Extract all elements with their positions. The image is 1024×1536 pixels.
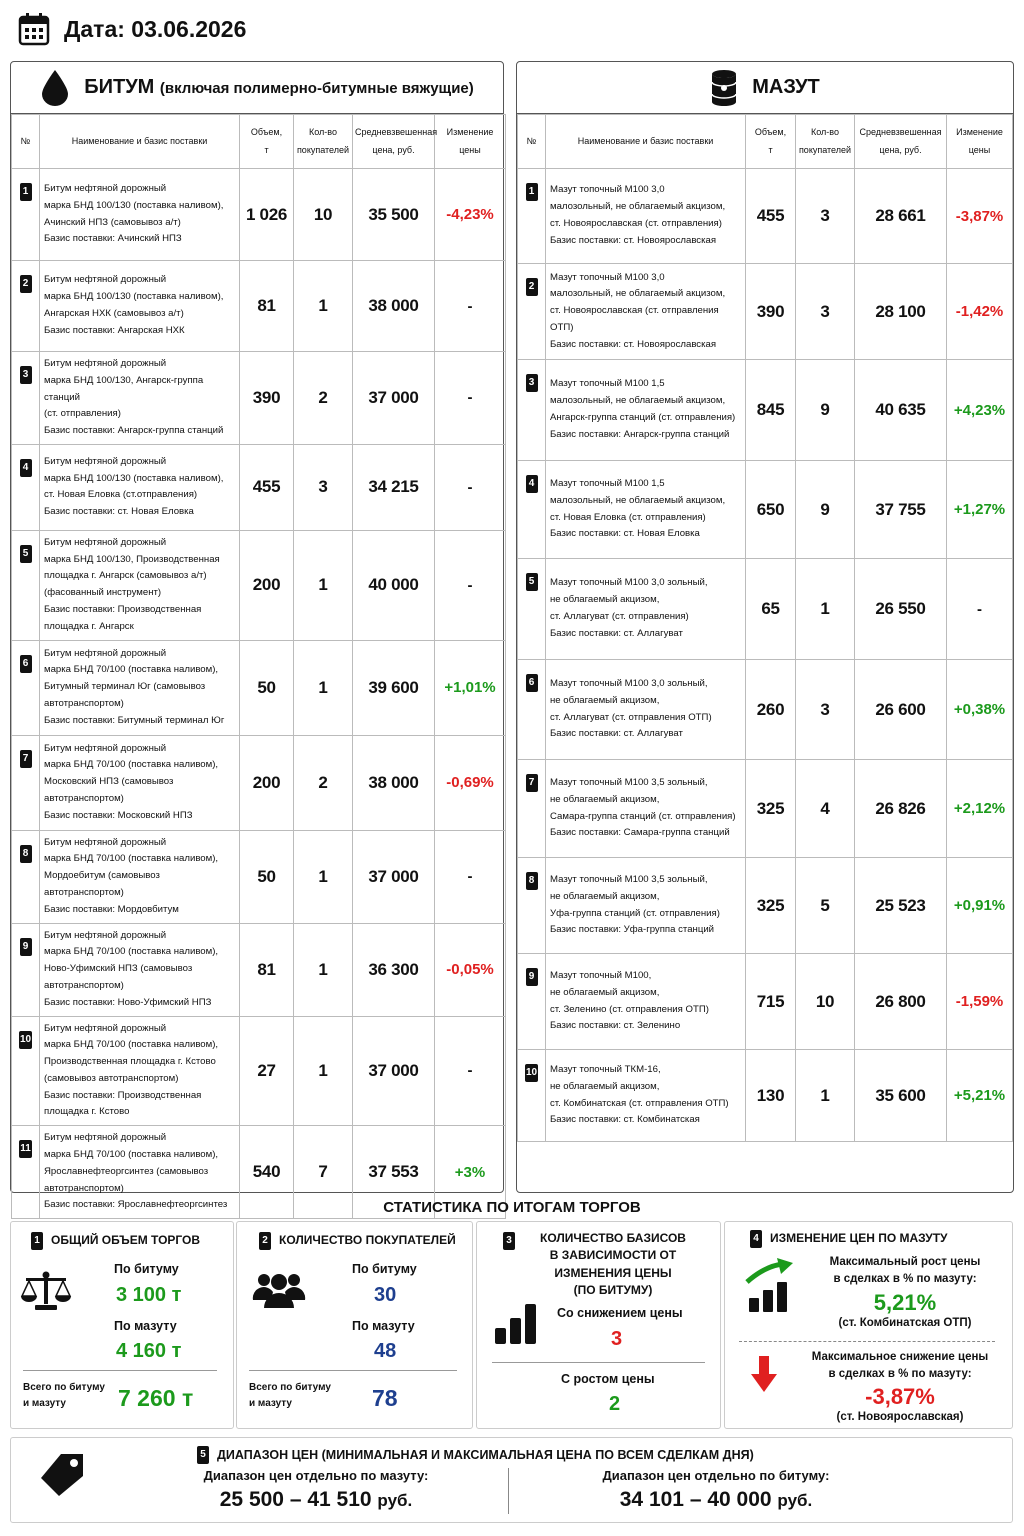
row-price: 38 000 <box>353 261 435 352</box>
row-number <box>518 169 546 264</box>
table-row <box>12 169 506 261</box>
max-down-label: Максимальное снижение цены в сделках в % по мазуту: <box>811 1351 989 1380</box>
bitum-range-label: Диапазон цен отдельно по битуму: <box>602 1468 830 1483</box>
row-number-badge: 9 <box>526 968 538 986</box>
total-buyers-value: 78 <box>372 1385 398 1411</box>
bitum-range-value: 34 101 – 40 000 <box>619 1488 772 1511</box>
row-number <box>12 352 40 445</box>
oil-drop-icon <box>40 69 70 107</box>
up-bases-value: 2 <box>609 1393 621 1415</box>
bitum-buyers-value: 30 <box>374 1284 397 1306</box>
row-change: - <box>435 352 506 445</box>
row-number-badge: 9 <box>20 938 32 956</box>
row-change: -0,05% <box>435 923 506 1016</box>
row-price: 36 300 <box>353 923 435 1016</box>
mazut-range-unit: руб. <box>377 1491 413 1510</box>
row-change: +4,23% <box>947 360 1013 461</box>
row-buyers: 1 <box>294 640 353 735</box>
row-volume: 325 <box>746 858 796 954</box>
row-change: +2,12% <box>947 760 1013 858</box>
row-price: 37 755 <box>855 461 947 559</box>
bitum-panel <box>10 61 504 1211</box>
col-buyers: Кол-во покупателей <box>796 115 855 169</box>
mazut-title: МАЗУТ <box>752 76 820 98</box>
row-name: Мазут топочный М100 3,0 малозольный, не облагаемый акцизом, ст. Новоярославская (ст. отправления) Базис поставки: ст. Новоярославская <box>546 169 746 264</box>
row-change: +1,27% <box>947 461 1013 559</box>
row-number <box>518 1050 546 1142</box>
scales-icon <box>21 1270 71 1312</box>
row-price: 26 826 <box>855 760 947 858</box>
card-title: ОБЩИЙ ОБЪЕМ ТОРГОВ <box>51 1233 201 1247</box>
trend-up-icon <box>745 1258 795 1314</box>
row-buyers: 3 <box>796 169 855 264</box>
row-change: +0,38% <box>947 660 1013 760</box>
row-name: Битум нефтяной дорожный марка БНД 70/100 (поставка наливом), Московский НПЗ (самовывоз автотранспортом) Базис поставки: Московский НПЗ <box>40 735 240 830</box>
stats-volume-card <box>10 1221 234 1429</box>
row-change: -0,69% <box>435 735 506 830</box>
mazut-panel <box>516 61 1014 1193</box>
row-price: 37 000 <box>353 352 435 445</box>
page-title: Дата: 03.06.2026 <box>64 15 247 42</box>
row-volume: 325 <box>746 760 796 858</box>
row-number <box>12 169 40 261</box>
col-num: № <box>518 115 546 169</box>
row-volume: 50 <box>240 830 294 923</box>
row-price: 39 600 <box>353 640 435 735</box>
col-change: Изменение цены <box>947 115 1013 169</box>
arrow-down-icon <box>751 1356 777 1392</box>
calendar-icon <box>18 12 50 46</box>
row-price: 25 523 <box>855 858 947 954</box>
col-volume: Объем, т <box>240 115 294 169</box>
row-volume: 540 <box>240 1126 294 1219</box>
bitum-table-header <box>12 115 506 169</box>
row-name: Битум нефтяной дорожный марка БНД 100/130 (поставка наливом), Ачинский НПЗ (самовывоз а/т) Базис поставки: Ачинский НПЗ <box>40 169 240 261</box>
col-price: Средневзвешенная цена, руб. <box>855 115 947 169</box>
bitum-table <box>11 114 506 1219</box>
stats-bases-card <box>476 1221 721 1429</box>
row-number <box>12 530 40 640</box>
row-number <box>518 954 546 1050</box>
table-row <box>12 1016 506 1126</box>
table-row <box>12 640 506 735</box>
row-number-badge: 4 <box>20 459 32 477</box>
row-name: Битум нефтяной дорожный марка БНД 70/100 (поставка наливом), Ново-Уфимский НПЗ (самовывоз автотранспортом) Базис поставки: Ново-Уфимский НПЗ <box>40 923 240 1016</box>
row-change: - <box>435 261 506 352</box>
row-number <box>12 640 40 735</box>
row-number-badge: 5 <box>526 573 538 591</box>
row-buyers: 9 <box>796 360 855 461</box>
row-number <box>518 559 546 660</box>
table-row <box>518 858 1013 954</box>
header <box>18 12 246 46</box>
badge: 4 <box>750 1230 762 1248</box>
row-price: 35 500 <box>353 169 435 261</box>
row-change: - <box>435 830 506 923</box>
row-volume: 81 <box>240 923 294 1016</box>
row-number-badge: 2 <box>20 275 32 293</box>
row-number <box>12 444 40 530</box>
up-bases-label: С ростом цены <box>561 1372 655 1386</box>
row-name: Мазут топочный ТКМ-16, не облагаемый акцизом, ст. Комбинатская (ст. отправления ОТП) Базис поставки: ст. Комбинатская <box>546 1050 746 1142</box>
row-name: Битум нефтяной дорожный марка БНД 100/130 (поставка наливом), Ангарская НХК (самовывоз а/т) Базис поставки: Ангарская НХК <box>40 261 240 352</box>
row-change: +3% <box>435 1126 506 1219</box>
row-number <box>12 1016 40 1126</box>
total-volume-label: Всего по битуму и мазуту <box>23 1382 105 1409</box>
row-number-badge: 11 <box>19 1140 32 1158</box>
row-buyers: 4 <box>796 760 855 858</box>
row-volume: 260 <box>746 660 796 760</box>
row-buyers: 1 <box>294 1016 353 1126</box>
card-title: КОЛИЧЕСТВО ПОКУПАТЕЛЕЙ <box>279 1233 456 1247</box>
bitum-range-unit: руб. <box>777 1491 813 1510</box>
total-buyers-label: Всего по битуму и мазуту <box>249 1382 331 1409</box>
row-volume: 200 <box>240 735 294 830</box>
row-change: -1,42% <box>947 264 1013 360</box>
row-buyers: 3 <box>294 444 353 530</box>
col-name: Наименование и базис поставки <box>40 115 240 169</box>
row-number <box>518 360 546 461</box>
row-price: 35 600 <box>855 1050 947 1142</box>
row-name: Битум нефтяной дорожный марка БНД 70/100 (поставка наливом), Производственная площадка г. Кстово (самовывоз автотранспортом) Базис поставки: Производственная площадка г. Кстово <box>40 1016 240 1126</box>
table-row <box>518 660 1013 760</box>
table-row <box>518 559 1013 660</box>
row-name: Битум нефтяной дорожный марка БНД 70/100 (поставка наливом), Мордоебитум (самовывоз автотранспортом) Базис поставки: Мордовбитум <box>40 830 240 923</box>
row-name: Мазут топочный М100 1,5 малозольный, не облагаемый акцизом, Ангарск-группа станций (ст. отправления) Базис поставки: Ангарск-группа станций <box>546 360 746 461</box>
row-price: 40 000 <box>353 530 435 640</box>
table-row <box>12 830 506 923</box>
row-price: 28 100 <box>855 264 947 360</box>
row-name: Мазут топочный М100 3,0 малозольный, не облагаемый акцизом, ст. Новоярославская (ст. отправления ОТП) Базис поставки: ст. Новоярославская <box>546 264 746 360</box>
row-number <box>518 760 546 858</box>
down-bases-value: 3 <box>611 1328 623 1350</box>
row-buyers: 1 <box>796 1050 855 1142</box>
table-row <box>12 530 506 640</box>
row-number-badge: 8 <box>20 845 32 863</box>
people-icon <box>253 1270 305 1310</box>
row-volume: 650 <box>746 461 796 559</box>
row-volume: 200 <box>240 530 294 640</box>
bitum-subtitle: (включая полимерно-битумные вяжущие) <box>159 80 474 97</box>
row-price: 28 661 <box>855 169 947 264</box>
row-change: - <box>435 1016 506 1126</box>
row-buyers: 5 <box>796 858 855 954</box>
row-change: +5,21% <box>947 1050 1013 1142</box>
row-price: 26 800 <box>855 954 947 1050</box>
row-buyers: 10 <box>294 169 353 261</box>
row-number <box>518 461 546 559</box>
row-change: +1,01% <box>435 640 506 735</box>
row-name: Битум нефтяной дорожный марка БНД 70/100 (поставка наливом), Битумный терминал Юг (самовывоз автотранспортом) Базис поставки: Битумный терминал Юг <box>40 640 240 735</box>
table-row <box>12 923 506 1016</box>
row-number-badge: 6 <box>526 674 538 692</box>
price-tag-icon <box>39 1452 85 1498</box>
row-number-badge: 2 <box>526 278 538 296</box>
row-number-badge: 7 <box>526 774 538 792</box>
row-number-badge: 3 <box>20 366 32 384</box>
mazut-table-header <box>518 115 1013 169</box>
row-buyers: 2 <box>294 352 353 445</box>
row-volume: 81 <box>240 261 294 352</box>
max-up-value: 5,21% <box>873 1290 937 1315</box>
row-volume: 65 <box>746 559 796 660</box>
row-buyers: 9 <box>796 461 855 559</box>
card-title: КОЛИЧЕСТВО БАЗИСОВ В ЗАВИСИМОСТИ ОТ ИЗМЕНЕНИЯ ЦЕНЫ (ПО БИТУМУ) <box>540 1231 686 1298</box>
row-buyers: 10 <box>796 954 855 1050</box>
row-name: Мазут топочный М100 1,5 малозольный, не облагаемый акцизом, ст. Новая Еловка (ст. отправления) Базис поставки: ст. Новая Еловка <box>546 461 746 559</box>
max-up-station: (ст. Комбинатская ОТП) <box>838 1317 972 1329</box>
bitum-buyers-label: По битуму <box>352 1262 417 1276</box>
mazut-range-value: 25 500 – 41 510 <box>219 1488 372 1511</box>
bitum-volume-label: По битуму <box>114 1262 179 1276</box>
row-number-badge: 3 <box>526 374 538 392</box>
table-row <box>12 352 506 445</box>
row-name: Битум нефтяной дорожный марка БНД 100/130, Производственная площадка г. Ангарск (самовывоз а/т) (фасованный инструмент) Базис поставки: Производственная площадка г. Ангарск <box>40 530 240 640</box>
mazut-table <box>517 114 1013 1142</box>
table-row <box>518 1050 1013 1142</box>
row-price: 37 553 <box>353 1126 435 1219</box>
mazut-buyers-value: 48 <box>374 1340 397 1362</box>
row-price: 37 000 <box>353 830 435 923</box>
col-change: Изменение цены <box>435 115 506 169</box>
row-name: Мазут топочный М100 3,5 зольный, не облагаемый акцизом, Самара-группа станций (ст. отправления) Базис поставки: Самара-группа станций <box>546 760 746 858</box>
badge: 1 <box>31 1232 43 1250</box>
row-buyers: 3 <box>796 660 855 760</box>
row-number-badge: 1 <box>20 183 32 201</box>
row-volume: 1 026 <box>240 169 294 261</box>
row-number-badge: 1 <box>526 183 538 201</box>
row-number <box>12 735 40 830</box>
badge: 3 <box>503 1232 515 1250</box>
price-range-card <box>10 1437 1013 1523</box>
row-name: Мазут топочный М100 3,0 зольный, не облагаемый акцизом, ст. Аллагуват (ст. отправления ОТП) Базис поставки: ст. Аллагуват <box>546 660 746 760</box>
row-number-badge: 10 <box>525 1064 538 1082</box>
row-number-badge: 6 <box>20 655 32 673</box>
row-change: -1,59% <box>947 954 1013 1050</box>
row-name: Мазут топочный М100 3,5 зольный, не облагаемый акцизом, Уфа-группа станций (ст. отправления) Базис поставки: Уфа-группа станций <box>546 858 746 954</box>
badge: 2 <box>259 1232 271 1250</box>
table-row <box>12 261 506 352</box>
row-buyers: 3 <box>796 264 855 360</box>
row-change: -3,87% <box>947 169 1013 264</box>
bitum-title: БИТУМ <box>84 76 155 98</box>
row-number-badge: 4 <box>526 475 538 493</box>
row-price: 26 600 <box>855 660 947 760</box>
total-volume-value: 7 260 т <box>118 1385 194 1411</box>
row-buyers: 1 <box>294 923 353 1016</box>
row-number-badge: 10 <box>19 1031 32 1049</box>
row-volume: 390 <box>240 352 294 445</box>
table-row <box>518 169 1013 264</box>
badge: 5 <box>197 1446 209 1464</box>
mazut-range <box>181 1488 451 1512</box>
row-name: Битум нефтяной дорожный марка БНД 100/130 (поставка наливом), ст. Новая Еловка (ст.отправления) Базис поставки: ст. Новая Еловка <box>40 444 240 530</box>
row-volume: 845 <box>746 360 796 461</box>
row-name: Мазут топочный М100 3,0 зольный, не облагаемый акцизом, ст. Аллагуват (ст. отправления) Базис поставки: ст. Аллагуват <box>546 559 746 660</box>
row-price: 38 000 <box>353 735 435 830</box>
max-down-station: (ст. Новоярославская) <box>836 1411 964 1423</box>
row-number <box>518 858 546 954</box>
mazut-volume-label: По мазуту <box>114 1319 177 1333</box>
table-row <box>12 735 506 830</box>
table-row <box>518 360 1013 461</box>
row-change: -4,23% <box>435 169 506 261</box>
row-change: - <box>435 444 506 530</box>
stats-mazut-change-card <box>724 1221 1013 1429</box>
row-name: Битум нефтяной дорожный марка БНД 70/100 (поставка наливом), Ярославнефтеоргсинтез (самовывоз автотранспортом) Базис поставки: Ярославнефтеоргсинтез <box>40 1126 240 1219</box>
stats-title: СТАТИСТИКА ПО ИТОГАМ ТОРГОВ <box>383 1199 641 1216</box>
row-volume: 27 <box>240 1016 294 1126</box>
row-buyers: 2 <box>294 735 353 830</box>
table-row <box>518 954 1013 1050</box>
row-buyers: 1 <box>294 830 353 923</box>
row-buyers: 1 <box>294 261 353 352</box>
col-price: Средневзвешенная цена, руб. <box>353 115 435 169</box>
table-row <box>518 760 1013 858</box>
card-title: ИЗМЕНЕНИЕ ЦЕН ПО МАЗУТУ <box>770 1231 948 1245</box>
row-volume: 390 <box>746 264 796 360</box>
row-price: 34 215 <box>353 444 435 530</box>
table-row <box>12 444 506 530</box>
barrel-icon <box>710 69 738 107</box>
row-buyers: 1 <box>796 559 855 660</box>
row-number-badge: 5 <box>20 545 32 563</box>
stats-buyers-card <box>236 1221 473 1429</box>
mazut-buyers-label: По мазуту <box>352 1319 415 1333</box>
row-change: +0,91% <box>947 858 1013 954</box>
row-number <box>12 261 40 352</box>
row-name: Битум нефтяной дорожный марка БНД 100/130, Ангарск-группа станций (ст. отправления) Базис поставки: Ангарск-группа станций <box>40 352 240 445</box>
row-number <box>12 830 40 923</box>
bar-chart-icon <box>495 1302 539 1346</box>
col-volume: Объем, т <box>746 115 796 169</box>
mazut-range-label: Диапазон цен отдельно по мазуту: <box>203 1468 429 1483</box>
range-title: ДИАПАЗОН ЦЕН (МИНИМАЛЬНАЯ И МАКСИМАЛЬНАЯ ЦЕНА ПО ВСЕМ СДЕЛКАМ ДНЯ) <box>217 1448 754 1462</box>
row-volume: 50 <box>240 640 294 735</box>
max-down-value: -3,87% <box>865 1384 935 1409</box>
row-volume: 130 <box>746 1050 796 1142</box>
max-up-label: Максимальный рост цены в сделках в % по мазуту: <box>829 1256 981 1285</box>
row-number <box>518 264 546 360</box>
row-number <box>518 660 546 760</box>
row-price: 40 635 <box>855 360 947 461</box>
row-price: 37 000 <box>353 1016 435 1126</box>
col-name: Наименование и базис поставки <box>546 115 746 169</box>
col-num: № <box>12 115 40 169</box>
bitum-title-bar <box>11 62 503 114</box>
mazut-title-bar <box>517 62 1013 114</box>
table-row <box>518 461 1013 559</box>
row-number-badge: 7 <box>20 750 32 768</box>
mazut-volume-value: 4 160 т <box>116 1340 182 1362</box>
row-volume: 715 <box>746 954 796 1050</box>
row-buyers: 1 <box>294 530 353 640</box>
row-volume: 455 <box>240 444 294 530</box>
row-volume: 455 <box>746 169 796 264</box>
row-number-badge: 8 <box>526 872 538 890</box>
bitum-volume-value: 3 100 т <box>116 1284 182 1306</box>
row-change: - <box>435 530 506 640</box>
col-buyers: Кол-во покупателей <box>294 115 353 169</box>
row-price: 26 550 <box>855 559 947 660</box>
down-bases-label: Со снижением цены <box>557 1306 683 1320</box>
bitum-range <box>581 1488 851 1512</box>
row-number <box>12 923 40 1016</box>
table-row <box>518 264 1013 360</box>
row-change: - <box>947 559 1013 660</box>
row-buyers: 7 <box>294 1126 353 1219</box>
row-name: Мазут топочный М100, не облагаемый акцизом, ст. Зеленино (ст. отправления ОТП) Базис поставки: ст. Зеленино <box>546 954 746 1050</box>
